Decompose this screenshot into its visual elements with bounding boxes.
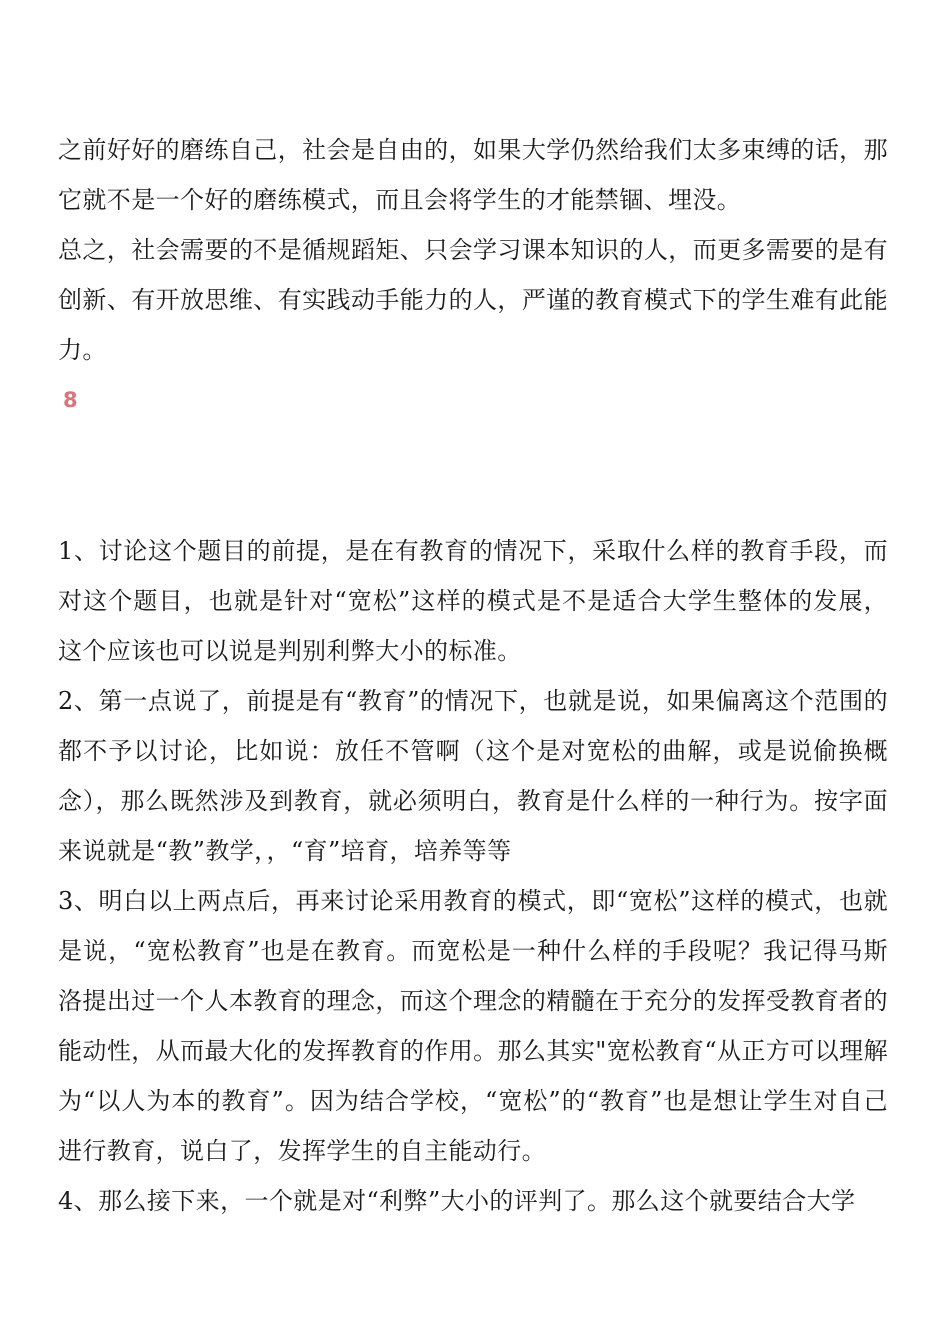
section-number: 8 bbox=[63, 388, 78, 412]
paragraph-point-3: 3、明白以上两点后，再来讨论采用教育的模式，即“宽松”这样的模式，也就是说，“宽松教育”也是在教育。而宽松是一种什么样的手段呢？我记得马斯洛提出过一个人本教育的理念，而这个理念的精髓在于充分的发挥受教育者的能动性，从而最大化的发挥教育的作用。那么其实"宽松教育“从正方可以理解为“以人为本的教育”。因为结合学校，“宽松”的“教育”也是想让学生对自己进行教育，说白了，发挥学生的自主能动行。 bbox=[58, 887, 888, 1165]
paragraph-conclusion: 总之，社会需要的不是循规蹈矩、只会学习课本知识的人，而更多需要的是有创新、有开放思维、有实践动手能力的人，严谨的教育模式下的学生难有此能力。 bbox=[58, 236, 888, 364]
section-spacer bbox=[58, 423, 888, 526]
paragraph-continuation: 之前好好的磨练自己，社会是自由的，如果大学仍然给我们太多束缚的话，那它就不是一个好的磨练模式，而且会将学生的才能禁锢、埋没。 bbox=[58, 136, 888, 214]
paragraph-point-2: 2、第一点说了，前提是有“教育”的情况下，也就是说，如果偏离这个范围的都不予以讨论，比如说：放任不管啊（这个是对宽松的曲解，或是说偷换概念），那么既然涉及到教育，就必须明白，教育是什么样的一种行为。按字面来说就是“教”教学，，“育”培育，培养等等 bbox=[58, 687, 888, 865]
document-page bbox=[58, 125, 888, 1226]
paragraph-point-4: 4、那么接下来，一个就是对“利弊”大小的评判了。那么这个就要结合大学 bbox=[58, 1187, 856, 1215]
paragraph-point-1: 1、讨论这个题目的前提，是在有教育的情况下，采取什么样的教育手段，而对这个题目，也就是针对“宽松”这样的模式是不是适合大学生整体的发展，这个应该也可以说是判别利弊大小的标准。 bbox=[58, 537, 888, 665]
